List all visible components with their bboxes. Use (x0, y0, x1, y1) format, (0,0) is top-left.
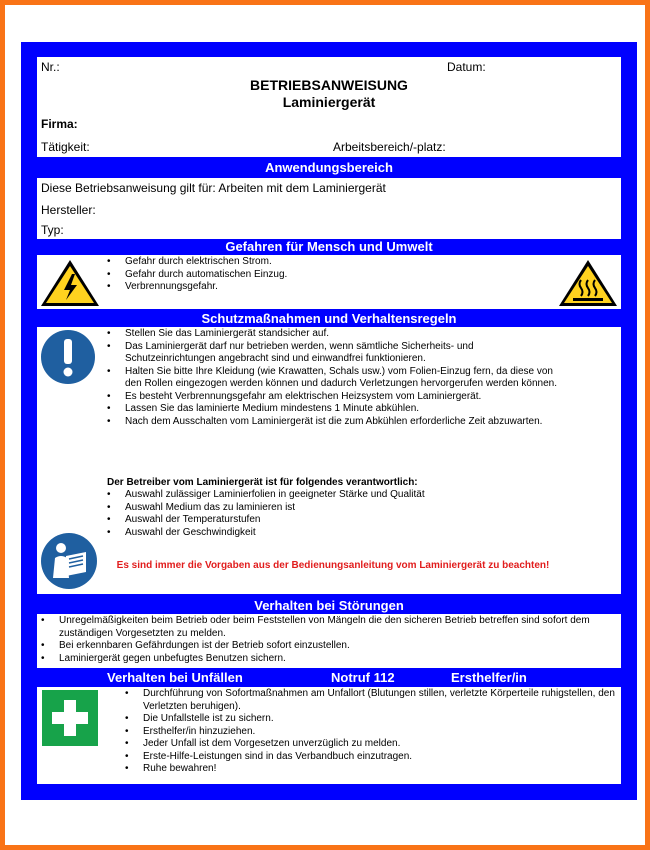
ersthelfer-label: Ersthelfer/in (451, 670, 527, 685)
typ-label: Typ: (41, 223, 64, 237)
list-item: • Ersthelfer/in hinzuziehen. (121, 726, 621, 739)
stoerungen-block (37, 614, 621, 668)
list-item: • Stellen Sie das Laminiergerät standsicher auf. (103, 328, 563, 341)
list-item: • Die Unfallstelle ist zu sichern. (121, 713, 621, 726)
list-item: • Jeder Unfall ist dem Vorgesetzen unverzüglich zu melden. (121, 738, 621, 751)
notruf-label: Notruf 112 (331, 670, 395, 685)
mandatory-notice-icon (40, 329, 96, 385)
arbeitsbereich-label: Arbeitsbereich/-platz: (333, 140, 446, 154)
header-block (37, 57, 621, 157)
nr-label: Nr.: (41, 60, 60, 74)
schutz-block (37, 327, 621, 594)
scope-text: Diese Betriebsanweisung gilt für: Arbeiten mit dem Laminiergerät (41, 181, 386, 195)
document-subtitle: Laminiergerät (282, 94, 376, 110)
first-aid-icon (41, 689, 99, 747)
list-item: • Gefahr durch automatischen Einzug. (103, 269, 523, 282)
list-item: • Lassen Sie das laminierte Medium mindestens 1 Minute abkühlen. (103, 403, 563, 416)
schutz-heading: Schutzmaßnahmen und Verhaltensregeln (201, 311, 457, 326)
unfaelle-block (37, 687, 621, 784)
betriebsanweisung-sheet (21, 42, 637, 800)
anwendungsbereich-block (37, 178, 621, 239)
hersteller-label: Hersteller: (41, 203, 96, 217)
list-item: • Ruhe bewahren! (121, 763, 621, 776)
operator-heading: Der Betreiber vom Laminiergerät ist für folgendes verantwortlich: (107, 477, 418, 488)
list-item: • Halten Sie bitte Ihre Kleidung (wie Krawatten, Schals usw.) vom Folien-Einzug fern, da diese von den Rollen eingezogen werden können und dadurch Verletzungen hervorgerufen werden können. (103, 366, 563, 391)
gefahren-block (37, 255, 621, 309)
electric-hazard-icon (39, 258, 101, 308)
list-item: • Gefahr durch elektrischen Strom. (103, 256, 523, 269)
list-item: • Durchführung von Sofortmaßnahmen am Unfallort (Blutungen stillen, verletzte Körperteile ruhigstellen, den Verletzten beruhigen). (121, 688, 621, 713)
list-item: • Auswahl der Geschwindigkeit (103, 527, 563, 540)
hot-surface-icon (557, 258, 619, 308)
list-item: • Es besteht Verbrennungsgefahr am elektrischen Heizsystem vom Laminiergerät. (103, 391, 563, 404)
manual-warning: Es sind immer die Vorgaben aus der Bedienungsanleitung vom Laminiergerät zu beachten! (116, 560, 550, 571)
list-item: • Auswahl zulässiger Laminierfolien in geeigneter Stärke und Qualität (103, 489, 563, 502)
firma-label: Firma: (41, 117, 78, 131)
taetigkeit-label: Tätigkeit: (41, 140, 90, 154)
list-item: • Auswahl der Temperaturstufen (103, 514, 563, 527)
list-item: • Das Laminiergerät darf nur betrieben werden, wenn sämtliche Sicherheits- und Schutzeinrichtungen angebracht sind und einwandfrei funktionieren. (103, 341, 563, 366)
list-item: • Unregelmäßigkeiten beim Betrieb oder beim Feststellen von Mängeln die den sicheren Betrieb betreffen sind sofort dem zuständigen Vorgesetzten zu melden. (37, 615, 617, 640)
unfaelle-header-row (37, 670, 621, 686)
list-item: • Laminiergerät gegen unbefugtes Benutzen sichern. (37, 653, 617, 666)
stoerungen-heading: Verhalten bei Störungen (254, 598, 404, 613)
unfaelle-heading: Verhalten bei Unfällen (107, 670, 243, 685)
list-item: • Nach dem Ausschalten vom Laminiergerät ist die zum Abkühlen erforderliche Zeit abzuwarten. (103, 416, 563, 429)
datum-label: Datum: (447, 60, 486, 74)
read-manual-icon (40, 532, 98, 590)
anwendungsbereich-heading: Anwendungsbereich (265, 160, 393, 175)
list-item: • Bei erkennbaren Gefährdungen ist der Betrieb sofort einzustellen. (37, 640, 617, 653)
list-item: • Verbrennungsgefahr. (103, 281, 523, 294)
gefahren-heading: Gefahren für Mensch und Umwelt (225, 239, 433, 254)
list-item: • Erste-Hilfe-Leistungen sind in das Verbandbuch einzutragen. (121, 751, 621, 764)
document-title: BETRIEBSANWEISUNG (250, 77, 408, 93)
list-item: • Auswahl Medium das zu laminieren ist (103, 502, 563, 515)
